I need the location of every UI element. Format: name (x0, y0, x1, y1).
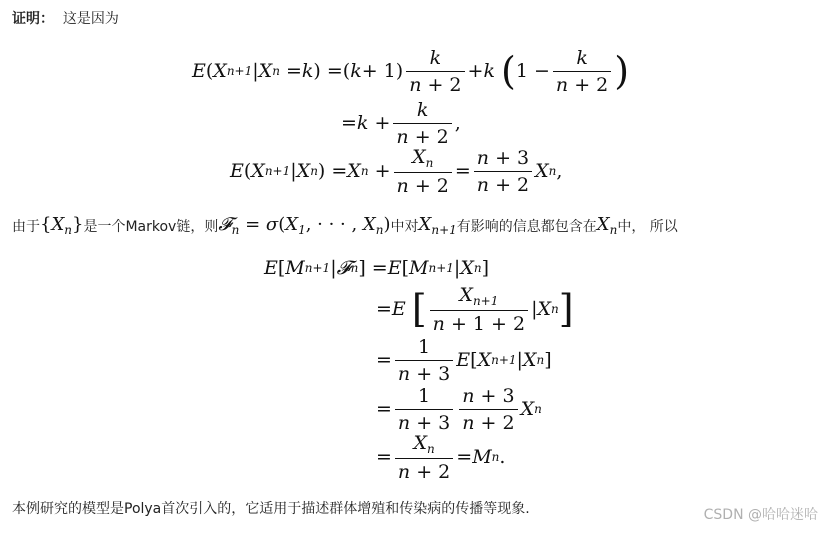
middle-text-4: 有影响的信息都包含在 (456, 218, 597, 235)
middle-text-3: 中对 (390, 218, 419, 235)
eq1-row2: = k + $\frac{k}{n + 2}$ , (341, 98, 461, 148)
equation-block-1 (0, 42, 832, 197)
footer-text: 本例研究的模型是Polya首次引入的，它适用于描述群体增殖和传染病的传播等现象. (12, 501, 530, 517)
middle-text-5: 中， 所以 (617, 218, 678, 235)
watermark: CSDN @哈哈迷哈 (703, 507, 818, 523)
middle-text: 由于 $\{X_n\}$ 是一个Markov链，则 𝓕$_n$ = $\sigma(X_1$, · · · , $X_n$) 中对 $X_{n+1}$ 有影响的信息都包含在 $X_n$ 中， 所以 (12, 214, 678, 237)
equation-block-2 (0, 252, 832, 482)
middle-text-1: 由于 (12, 218, 40, 235)
proof-intro: 这是因为 (62, 11, 119, 27)
eq2-row4: = $\frac{1}{n + 3}$ $\frac{n + 3}{n + 2}$ X n (376, 384, 542, 434)
eq2-row3: = $\frac{1}{n + 3}$ E [ X n+1 | X n ] (376, 335, 552, 385)
middle-text-2: 是一个Markov链，则 (83, 218, 219, 235)
proof-header (12, 8, 119, 28)
proof-label: 证明 (12, 11, 40, 27)
eq1-row1: E ( X n+1 | X n = k ) =( k + 1) $\frac{k}{n + 2}$ + k ( 1 − $\frac{k}{n + 2}$ ) (192, 46, 630, 96)
eq1-row3: E ( X n+1 | X n ) = X n + $\frac{X_n}{n + 2}$ = $\frac{n + 3}{n + 2}$ X n , (230, 145, 563, 197)
eq2-row1: E [ M n+1 | 𝓕 n ] = E [ M n+1 | X n ] (264, 257, 490, 279)
eq2-row5: = $\frac{X_n}{n + 2}$ = M n . (376, 431, 506, 483)
eq2-row2: = E [ $\frac{X_{n+1}}{n + 1 + 2}$ | X n ] (376, 283, 574, 335)
proof-colon: ： (40, 11, 54, 27)
